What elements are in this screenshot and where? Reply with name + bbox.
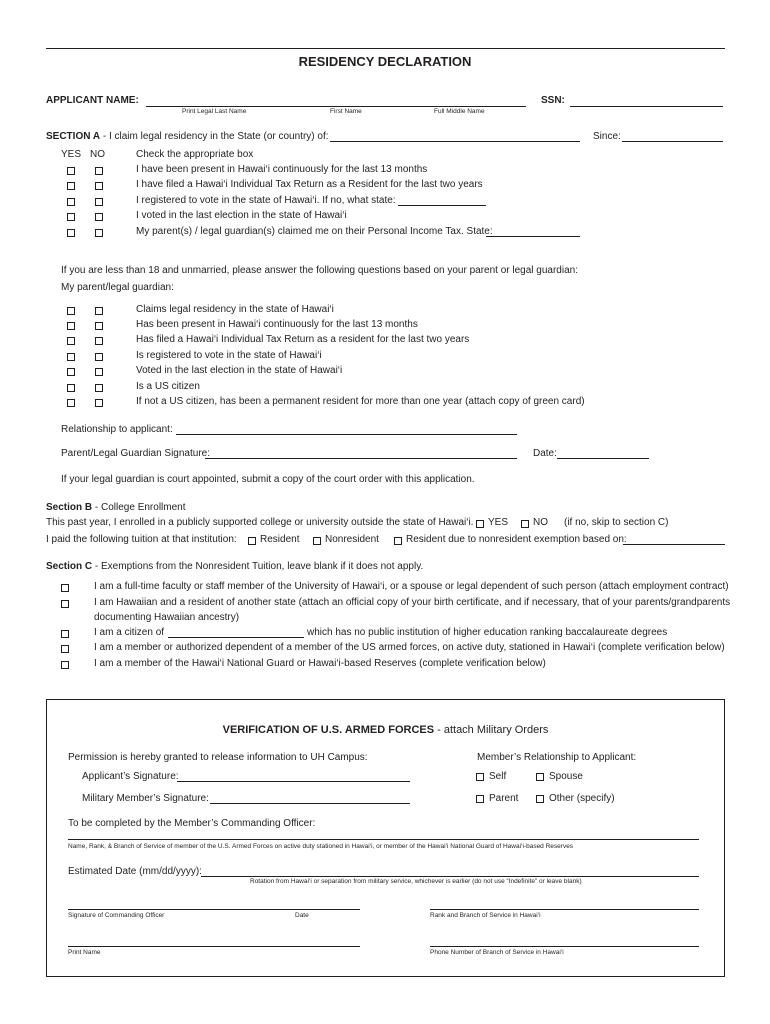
last-name-caption: Print Legal Last Name <box>182 108 247 115</box>
p-item6-yes-checkbox[interactable] <box>67 384 75 392</box>
rotation-caption: Rotation from Hawai‘i or separation from military service, whichever is earlier (do not use “Indefinite” or leave blank) <box>250 878 582 885</box>
self-label: Self <box>489 771 507 782</box>
a-item1-label: I have been present in Hawai‘i continuously for the last 13 months <box>136 164 428 175</box>
since-label: Since: <box>593 131 621 142</box>
p-item4-label: Is registered to vote in the state of Hawai‘i <box>136 350 322 361</box>
c-item2-checkbox[interactable] <box>61 600 69 608</box>
vote-state-field[interactable] <box>398 205 486 206</box>
verification-title-suffix: - attach Military Orders <box>434 724 549 736</box>
spouse-label: Spouse <box>549 771 583 782</box>
c-item2-label-cont: documenting Hawaiian ancestry) <box>94 612 240 623</box>
co-signature-caption: Signature of Commanding Officer <box>68 912 165 919</box>
p-item1-yes-checkbox[interactable] <box>67 307 75 315</box>
guardian-date-label: Date: <box>533 448 557 459</box>
a-item2-yes-checkbox[interactable] <box>67 182 75 190</box>
residency-state-field[interactable] <box>330 141 580 142</box>
section-a-heading: SECTION A <box>46 131 101 142</box>
enrolled-no-label: NO <box>533 517 548 528</box>
estimated-date-label: Estimated Date (mm/dd/yyyy): <box>68 866 202 877</box>
estimated-date-field[interactable] <box>201 876 699 877</box>
military-signature-field[interactable] <box>210 803 410 804</box>
applicant-name-label: APPLICANT NAME: <box>46 95 139 106</box>
print-name-caption: Print Name <box>68 949 101 956</box>
p-item3-label: Has filed a Hawai‘i Individual Tax Return as a resident for the last two years <box>136 334 470 345</box>
enrolled-yes-checkbox[interactable] <box>476 520 484 528</box>
guardian-signature-label: Parent/Legal Guardian Signature: <box>61 448 210 459</box>
middle-name-caption: Full Middle Name <box>434 108 485 115</box>
c-item3-checkbox[interactable] <box>61 630 69 638</box>
verification-box <box>46 699 725 977</box>
tuition-exemption-checkbox[interactable] <box>394 537 402 545</box>
a-item5-label: My parent(s) / legal guardian(s) claimed me on their Personal Income Tax. State: <box>136 226 493 237</box>
guardian-date-field[interactable] <box>557 458 649 459</box>
parent-label-option: Parent <box>489 793 519 804</box>
p-item5-no-checkbox[interactable] <box>95 368 103 376</box>
section-b-subtitle: - College Enrollment <box>92 502 186 513</box>
p-item1-label: Claims legal residency in the state of Hawai‘i <box>136 304 334 315</box>
tuition-resident-label: Resident <box>260 534 300 545</box>
c-item3-label: I am a citizen of <box>94 627 165 638</box>
spouse-checkbox[interactable] <box>536 773 544 781</box>
c-item5-label: I am a member of the Hawai‘i National Guard or Hawai‘i-based Reserves (complete verification below) <box>94 658 546 669</box>
a-item2-label: I have filed a Hawai‘i Individual Tax Return as a Resident for the last two years <box>136 179 483 190</box>
tuition-exemption-label: Resident due to nonresident exemption based on: <box>406 534 627 545</box>
p-item5-label: Voted in the last election in the state of Hawai‘i <box>136 365 343 376</box>
co-signature-field[interactable] <box>68 909 360 910</box>
a-item5-no-checkbox[interactable] <box>95 229 103 237</box>
verification-title-main: VERIFICATION OF U.S. ARMED FORCES <box>222 724 435 736</box>
parent-checkbox[interactable] <box>476 795 484 803</box>
applicant-signature-label: Applicant’s Signature: <box>82 771 179 782</box>
p-item2-yes-checkbox[interactable] <box>67 322 75 330</box>
section-c-heading: Section C <box>46 561 93 572</box>
p-item7-yes-checkbox[interactable] <box>67 399 75 407</box>
p-item7-no-checkbox[interactable] <box>95 399 103 407</box>
print-name-field[interactable] <box>68 946 360 947</box>
first-name-caption: First Name <box>330 108 362 115</box>
rank-branch-field[interactable] <box>430 909 699 910</box>
enrolled-question: This past year, I enrolled in a publicly supported college or university outside the state of Hawai‘i. <box>46 517 474 528</box>
commanding-officer-note: To be completed by the Member’s Commanding Officer: <box>68 818 316 829</box>
a-item3-label: I registered to vote in the state of Hawai‘i. If no, what state: <box>136 195 396 206</box>
military-signature-label: Military Member’s Signature: <box>82 793 209 804</box>
enrolled-yes-label: YES <box>488 517 509 528</box>
tuition-resident-checkbox[interactable] <box>248 537 256 545</box>
co-date-caption: Date <box>295 912 309 919</box>
enrolled-no-checkbox[interactable] <box>521 520 529 528</box>
ssn-label: SSN: <box>541 95 565 106</box>
a-item2-no-checkbox[interactable] <box>95 182 103 190</box>
c-item5-checkbox[interactable] <box>61 661 69 669</box>
tuition-nonresident-label: Nonresident <box>325 534 379 545</box>
page-title: RESIDENCY DECLARATION <box>298 54 472 69</box>
c-item2-label: I am Hawaiian and a resident of another state (attach an official copy of your birth certificate, and if necessary, that of your parents/grandparents <box>94 597 731 608</box>
p-item2-no-checkbox[interactable] <box>95 322 103 330</box>
c-item1-label: I am a full-time faculty or staff member of the University of Hawai‘i, or a spouse or legal dependent of such person (attach employment contract) <box>94 581 729 592</box>
check-instruction: Check the appropriate box <box>136 149 254 160</box>
other-label: Other (specify) <box>549 793 615 804</box>
self-checkbox[interactable] <box>476 773 484 781</box>
p-item3-no-checkbox[interactable] <box>95 337 103 345</box>
phone-caption: Phone Number of Branch of Service in Hawai‘i <box>430 949 564 956</box>
verification-title <box>46 724 725 736</box>
skip-note: (if no, skip to section C) <box>564 517 669 528</box>
p-item1-no-checkbox[interactable] <box>95 307 103 315</box>
p-item4-no-checkbox[interactable] <box>95 353 103 361</box>
a-item1-no-checkbox[interactable] <box>95 167 103 175</box>
c-item1-checkbox[interactable] <box>61 584 69 592</box>
a-item4-label: I voted in the last election in the state of Hawai‘i <box>136 210 347 221</box>
top-rule <box>46 48 725 49</box>
citizen-country-field[interactable] <box>168 637 304 638</box>
phone-field[interactable] <box>430 946 699 947</box>
court-note: If your legal guardian is court appointed, submit a copy of the court order with this application. <box>61 474 475 485</box>
applicant-name-field[interactable] <box>146 106 526 107</box>
p-item6-no-checkbox[interactable] <box>95 384 103 392</box>
ssn-field[interactable] <box>570 106 723 107</box>
since-field[interactable] <box>622 141 723 142</box>
p-item5-yes-checkbox[interactable] <box>67 368 75 376</box>
p-item2-label: Has been present in Hawai‘i continuously for the last 13 months <box>136 319 418 330</box>
parent-label: My parent/legal guardian: <box>61 282 174 293</box>
a-item5-yes-checkbox[interactable] <box>67 229 75 237</box>
rank-branch-caption: Rank and Branch of Service in Hawai‘i <box>430 912 541 919</box>
relationship-field[interactable] <box>176 434 517 435</box>
section-c-subtitle: - Exemptions from the Nonresident Tuition, leave blank if it does not apply. <box>92 561 424 572</box>
section-a-header <box>46 131 329 142</box>
a-item1-yes-checkbox[interactable] <box>67 167 75 175</box>
member-info-caption: Name, Rank, & Branch of Service of member of the U.S. Armed Forces on active duty stationed in Hawai‘i, or member of the Hawai‘i National Guard of Hawai‘i-based Reserves <box>68 843 574 850</box>
applicant-signature-field[interactable] <box>177 781 410 782</box>
a-item3-no-checkbox[interactable] <box>95 198 103 206</box>
p-item3-yes-checkbox[interactable] <box>67 337 75 345</box>
section-b-heading: Section B <box>46 502 93 513</box>
relationship-label: Relationship to applicant: <box>61 424 173 435</box>
minor-note: If you are less than 18 and unmarried, please answer the following questions based on your parent or legal guardian: <box>61 265 578 276</box>
member-info-field[interactable] <box>68 839 699 840</box>
yes-header: YES <box>61 149 82 160</box>
tuition-nonresident-checkbox[interactable] <box>313 537 321 545</box>
c-item3-label-cont: which has no public institution of higher education ranking baccalaureate degrees <box>307 627 668 638</box>
section-c-header <box>46 561 423 572</box>
no-header: NO <box>90 149 105 160</box>
tuition-question: I paid the following tuition at that institution: <box>46 534 237 545</box>
p-item6-label: Is a US citizen <box>136 381 200 392</box>
c-item4-label: I am a member or authorized dependent of a member of the US armed forces, on active duty, stationed in Hawai‘i (complete verification below) <box>94 642 725 653</box>
guardian-signature-field[interactable] <box>205 458 517 459</box>
member-relationship-label: Member’s Relationship to Applicant: <box>477 752 637 763</box>
a-item4-yes-checkbox[interactable] <box>67 213 75 221</box>
c-item4-checkbox[interactable] <box>61 645 69 653</box>
a-item4-no-checkbox[interactable] <box>95 213 103 221</box>
exemption-basis-field[interactable] <box>623 544 725 545</box>
tax-state-field[interactable] <box>486 236 580 237</box>
p-item4-yes-checkbox[interactable] <box>67 353 75 361</box>
a-item3-yes-checkbox[interactable] <box>67 198 75 206</box>
other-checkbox[interactable] <box>536 795 544 803</box>
permission-text: Permission is hereby granted to release information to UH Campus: <box>68 752 368 763</box>
section-b-header <box>46 502 186 513</box>
section-a-intro: - I claim legal residency in the State (or country) of: <box>100 131 329 142</box>
p-item7-label: If not a US citizen, has been a permanent resident for more than one year (attach copy of green card) <box>136 396 585 407</box>
